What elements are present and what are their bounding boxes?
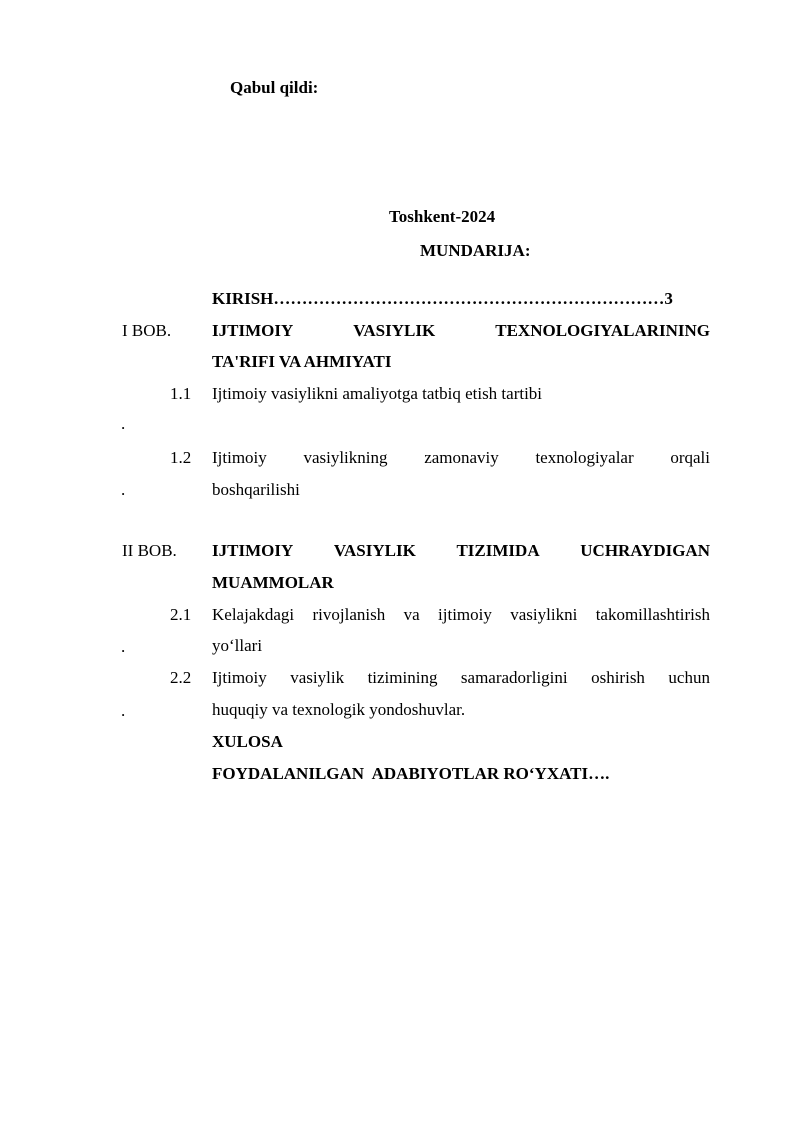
- section-title-line2: boshqarilishi: [212, 480, 300, 499]
- title-word: vasiylikning: [303, 448, 388, 467]
- title-word: vasiylikni: [510, 605, 578, 624]
- toc-conclusion: XULOSA: [212, 732, 283, 751]
- title-word: TEXNOLOGIYALARINING: [495, 321, 710, 340]
- title-word: TIZIMIDA: [456, 541, 540, 560]
- section-number: 2.1: [170, 605, 192, 624]
- title-word: ijtimoiy: [438, 605, 492, 624]
- title-word: oshirish: [591, 668, 645, 687]
- title-word: VASIYLIK: [353, 321, 436, 340]
- title-word: takomillashtirish: [595, 605, 710, 624]
- title-word: va: [403, 605, 420, 624]
- title-word: uchun: [668, 668, 710, 687]
- title-word: texnologiyalar: [535, 448, 634, 467]
- section-dot: .: [121, 637, 126, 656]
- section-title-line2: huquqiy va texnologik yondoshuvlar.: [212, 700, 466, 719]
- title-word: Ijtimoiy: [212, 668, 267, 687]
- title-word: VASIYLIK: [333, 541, 416, 560]
- section-dot: .: [121, 701, 126, 720]
- title-word: UCHRAYDIGAN: [580, 541, 710, 560]
- title-word: IJTIMOIY: [212, 541, 294, 560]
- chapter2-title-line2: MUAMMOLAR: [212, 573, 334, 592]
- chapter1-title-line2: TA'RIFI VA AHMIYATI: [212, 352, 392, 371]
- title-word: Kelajakdagi: [212, 605, 295, 624]
- title-word: samaradorligini: [460, 668, 568, 687]
- section-number: 1.2: [170, 448, 192, 467]
- section-number: 1.1: [170, 384, 192, 403]
- title-word: IJTIMOIY: [212, 321, 294, 340]
- section-title: [212, 668, 710, 688]
- chapter1-title: [212, 321, 710, 341]
- title-word: vasiylik: [290, 668, 345, 687]
- accepted-label: Qabul qildi:: [230, 78, 319, 97]
- toc-intro: KIRISH……………………………………………………………3: [212, 289, 673, 308]
- chapter2-title: [212, 541, 710, 561]
- title-word: Ijtimoiy: [212, 448, 267, 467]
- chapter2-label: II BOB.: [122, 541, 177, 560]
- title-word: zamonaviy: [424, 448, 499, 467]
- city-year: Toshkent-2024: [389, 207, 496, 226]
- title-word: tizimining: [367, 668, 438, 687]
- section-title: [212, 605, 710, 625]
- title-word: rivojlanish: [312, 605, 386, 624]
- section-number: 2.2: [170, 668, 192, 687]
- toc-references: FOYDALANILGAN ADABIYOTLAR RO‘YXATI….: [212, 764, 610, 783]
- contents-title: MUNDARIJA:: [420, 241, 531, 260]
- section-title-line2: yo‘llari: [212, 636, 263, 655]
- section-title: Ijtimoiy vasiylikni amaliyotga tatbiq etish tartibi: [212, 384, 543, 403]
- title-word: orqali: [670, 448, 710, 467]
- chapter1-label: I BOB.: [122, 321, 172, 340]
- section-dot: .: [121, 480, 126, 499]
- section-dot: .: [121, 414, 126, 433]
- section-title: [212, 448, 710, 468]
